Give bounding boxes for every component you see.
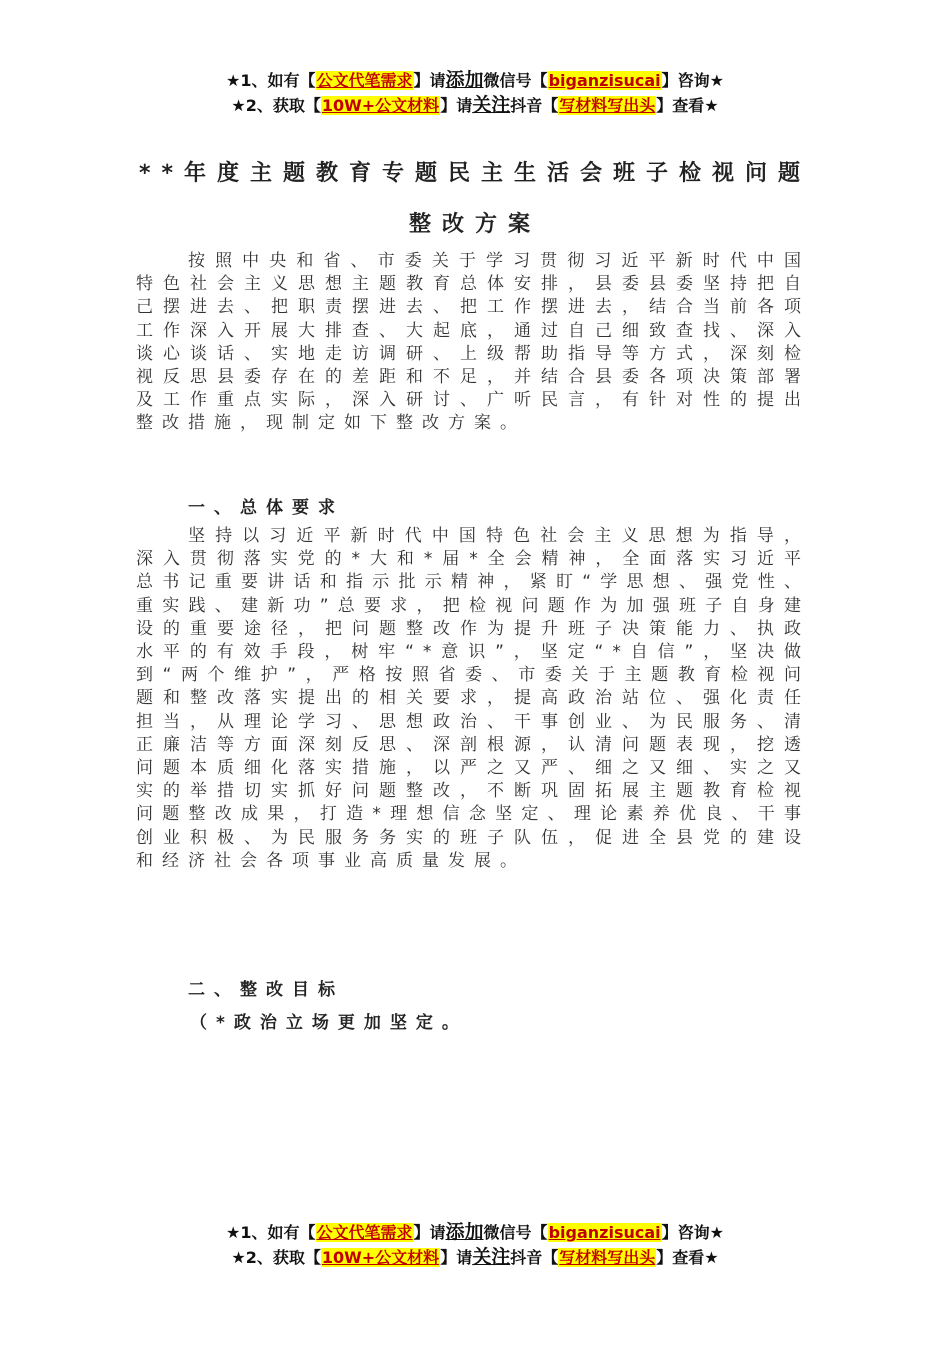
banner-text: ★2、获取【 xyxy=(231,1248,321,1267)
subsection-heading: （*政治立场更加坚定。 xyxy=(190,1013,468,1033)
banner-emphasis: 添加 xyxy=(445,1221,484,1243)
banner-text: 】查看★ xyxy=(656,1248,719,1267)
top-banner xyxy=(0,68,950,118)
banner-text: 】请 xyxy=(413,1223,446,1242)
banner-highlight: 公文代笔需求 xyxy=(316,1223,413,1242)
paragraph-requirements: 坚持以习近平新时代中国特色社会主义思想为指导，深入贯彻落实党的*大和*届*全会精神，全面落实习近平总书记重要讲话和指示批示精神，紧盯“学思想、强党性、重实践、建新功”总要求，把检视问题作为加强班子自身建设的重要途径，把问题整改作为提升班子决策能力、执政水平的有效手段，树牢“*意识”，坚定“*自信”，坚决做到“两个维护”，严格按照省委、市委关于主题教育检视问题和整改落实提出的相关要求，提高政治站位、强化责任担当，从理论学习、思想政治、干事创业、为民服务、清正廉洁等方面深刻反思、深剖根源，认清问题表现，挖透问题本质细化落实措施，以严之又严、细之又细、实之又实的举措切实抓好问题整改，不断巩固拓展主题教育检视问题整改成果，打造*理想信念坚定、理论素养优良、干事创业积极、为民服务务实的班子队伍，促进全县党的建设和经济社会各项事业高质量发展。 xyxy=(136,526,810,871)
requirements-section xyxy=(136,525,810,873)
banner-text: 】查看★ xyxy=(656,96,719,115)
banner-text: 】请 xyxy=(440,1248,473,1267)
banner-line-1 xyxy=(0,1220,950,1245)
banner-emphasis: 关注 xyxy=(472,94,511,116)
banner-line-1 xyxy=(0,68,950,93)
banner-text: ★1、如有【 xyxy=(226,1223,316,1242)
banner-text: 】咨询★ xyxy=(661,1223,724,1242)
banner-text: ★1、如有【 xyxy=(226,71,316,90)
bottom-banner xyxy=(0,1220,950,1270)
banner-highlight: biganzisucai xyxy=(548,1223,661,1242)
banner-text: 】请 xyxy=(413,71,446,90)
document-title xyxy=(130,156,820,238)
paragraph-intro: 按照中央和省、市委关于学习贯彻习近平新时代中国特色社会主义思想主题教育总体安排，县委县委坚持把自己摆进去、把职责摆进去、把工作摆进去，结合当前各项工作深入开展大排查、大起底，通过自己细致查找、深入谈心谈话、实地走访调研、上级帮助指导等方式，深刻检视反思县委存在的差距和不足，并结合县委各项决策部署及工作重点实际，深入研讨、广听民言，有针对性的提出整改措施，现制定如下整改方案。 xyxy=(136,251,810,434)
banner-text: 微信号【 xyxy=(483,1223,548,1242)
banner-line-2 xyxy=(0,93,950,118)
title-line-1: **年度主题教育专题民主生活会班子检视问题 xyxy=(138,161,811,186)
banner-highlight: 10W+公文材料 xyxy=(321,96,440,115)
banner-highlight: biganzisucai xyxy=(548,71,661,90)
banner-text: 微信号【 xyxy=(483,71,548,90)
banner-text: 】请 xyxy=(440,96,473,115)
banner-highlight: 写材料写出头 xyxy=(559,96,656,115)
banner-text: 】咨询★ xyxy=(661,71,724,90)
title-line-2: 整改方案 xyxy=(408,212,541,237)
banner-text: ★2、获取【 xyxy=(231,96,321,115)
banner-text: 抖音【 xyxy=(510,96,559,115)
banner-emphasis: 添加 xyxy=(445,69,484,91)
banner-text: 抖音【 xyxy=(510,1248,559,1267)
banner-highlight: 10W+公文材料 xyxy=(321,1248,440,1267)
intro-section xyxy=(136,250,810,436)
section-heading-1: 一、总体要求 xyxy=(188,498,344,518)
banner-highlight: 写材料写出头 xyxy=(559,1248,656,1267)
section-heading-2: 二、整改目标 xyxy=(188,980,344,1000)
banner-highlight: 公文代笔需求 xyxy=(316,71,413,90)
banner-emphasis: 关注 xyxy=(472,1246,511,1268)
banner-line-2 xyxy=(0,1245,950,1270)
